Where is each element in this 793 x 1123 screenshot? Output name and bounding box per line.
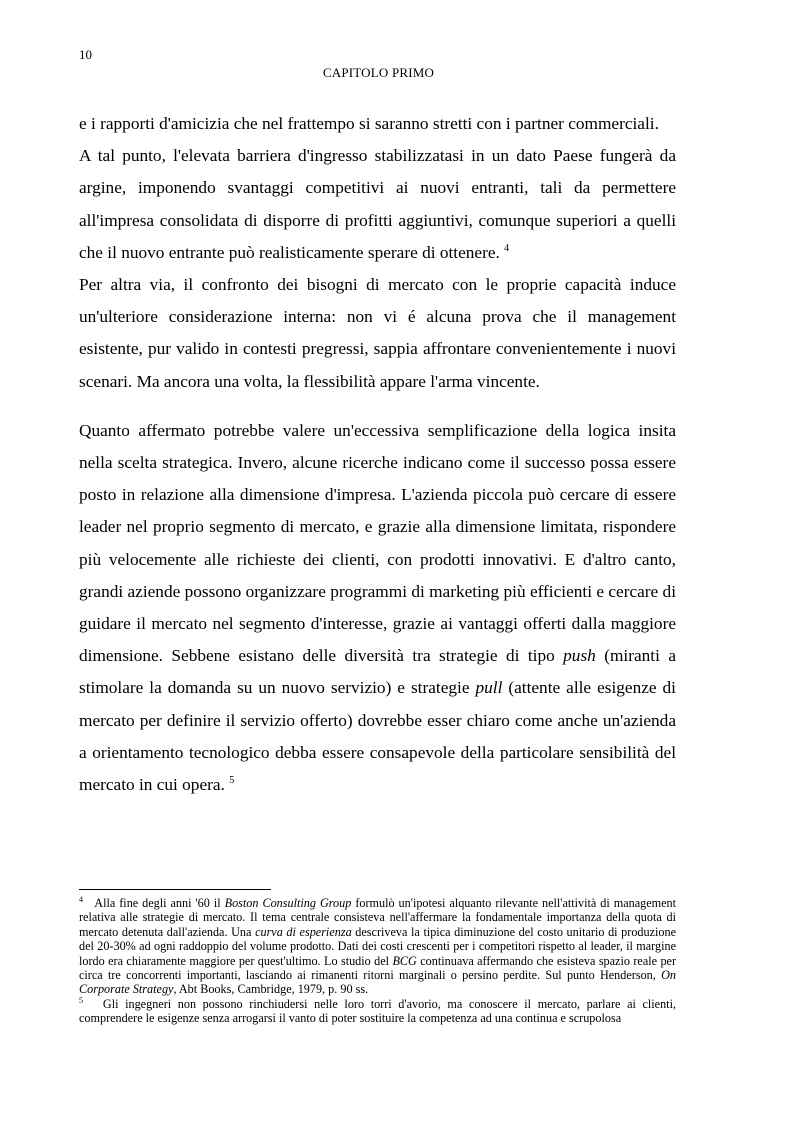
footnote-5-text: Gli ingegneri non possono rinchiudersi nelle loro torri d'avorio, ma conoscere il mercato, parlare ai clienti, comprendere le esigenze senza arrogarsi il vanto di poter sostituire la competenza ad una continua e scrupolosa	[79, 996, 677, 1026]
footnote-4-bcg-abbrev: BCG	[392, 953, 417, 968]
paragraph-1: e i rapporti d'amicizia che nel frattempo si saranno stretti con i partner commerciali.	[79, 114, 659, 133]
footnote-4-book-title: On Corporate Strategy	[79, 968, 677, 997]
footnote-ref-4[interactable]: 4	[504, 242, 510, 254]
paragraph-3: Per altra via, il confronto dei bisogni di mercato con le proprie capacità induce un'ulteriore considerazione interna: non vi é alcuna prova che il management esistente, pur valido in contesti pregressi, sappia affrontare convenientemente i nuovi scenari. Ma ancora una volta, la flessibilità appare l'arma vincente.	[79, 275, 676, 391]
footnote-rule	[79, 889, 271, 890]
term-pull: pull	[475, 678, 503, 698]
footnote-4	[79, 896, 676, 997]
page-number: 10	[79, 47, 92, 62]
footnotes	[79, 896, 676, 1026]
running-head: CAPITOLO PRIMO	[322, 65, 435, 80]
footnote-4-text-a: Alla fine degli anni '60 il	[94, 896, 221, 910]
footnote-4-text-b: formulò un'ipotesi alquanto rilevante nell'attività di management relativa alle strategie di mercato. Il tema centrale consisteva nell'affermare la fondamentale importanza della quota di mercato detenuta dall'azienda. Una	[79, 896, 677, 939]
paragraph-2-text: A tal punto, l'elevata barriera d'ingresso stabilizzatasi in un dato Paese fungerà da argine, imponendo svantaggi competitivi ai nuovi entranti, tali da permettere all'impresa consolidata di disporre di profitti aggiuntivi, comunque superiori a quelli che il nuovo entrante può realisticamente sperare di ottenere.	[79, 146, 676, 262]
footnote-ref-5[interactable]: 5	[229, 775, 235, 787]
footnote-5-number: 5	[79, 995, 83, 1005]
paragraph-2	[79, 140, 676, 269]
footnote-4-text-c: descriveva la tipica diminuzione del costo unitario di produzione del 20-30% ad ogni raddoppio del volume prodotto. Dati dei costi crescenti per i competitori rispetto al leader, il margine lordo era chiaramente maggiore per quest'ultimo. Lo studio del	[79, 924, 677, 968]
footnote-4-text-e: , Abt Books, Cambridge, 1979, p. 90 ss.	[173, 982, 369, 997]
paragraph-4-text-a: Quanto affermato potrebbe valere un'eccessiva semplificazione della logica insita nella scelta strategica. Invero, alcune ricerche indicano come il successo possa essere posto in relazione alla dimensione d'impresa. L'azienda piccola può cercare di essere leader nel proprio segmento di mercato, e grazie alla dimensione limitata, rispondere più velocemente alle richieste dei clienti, con prodotti innovativi. E d'altro canto, grandi aziende possono organizzare programmi di marketing più efficienti e cercare di guidare il mercato nel segmento d'interesse, grazie ai vantaggi offerti dalla maggiore dimensione. Sebbene esistano delle diversità tra strategie di tipo	[79, 420, 676, 666]
footnote-4-text-d: continuava affermando che esisteva spazio reale per circa tre concorrenti importanti, lasciando ai rimanenti ritorni marginali o persino perdite. Sul punto Henderson,	[79, 953, 677, 983]
paragraph-4	[79, 415, 676, 801]
footnote-4-number: 4	[79, 895, 83, 904]
term-push: push	[563, 646, 596, 666]
footnote-4-curva: curva di esperienza	[255, 924, 352, 939]
paragraph-4-text-b: (miranti a stimolare la domanda su un nuovo servizio) e strategie	[79, 646, 676, 698]
footnote-5	[79, 997, 676, 1026]
paragraph-4-text-c: (attente alle esigenze di mercato per definire il servizio offerto) dovrebbe esser chiaro come anche un'azienda a orientamento tecnologico debba essere consapevole della particolare sensibilità del mercato in cui opera.	[79, 678, 676, 795]
body-text	[79, 108, 676, 801]
footnote-4-bcg: Boston Consulting Group	[224, 896, 352, 910]
